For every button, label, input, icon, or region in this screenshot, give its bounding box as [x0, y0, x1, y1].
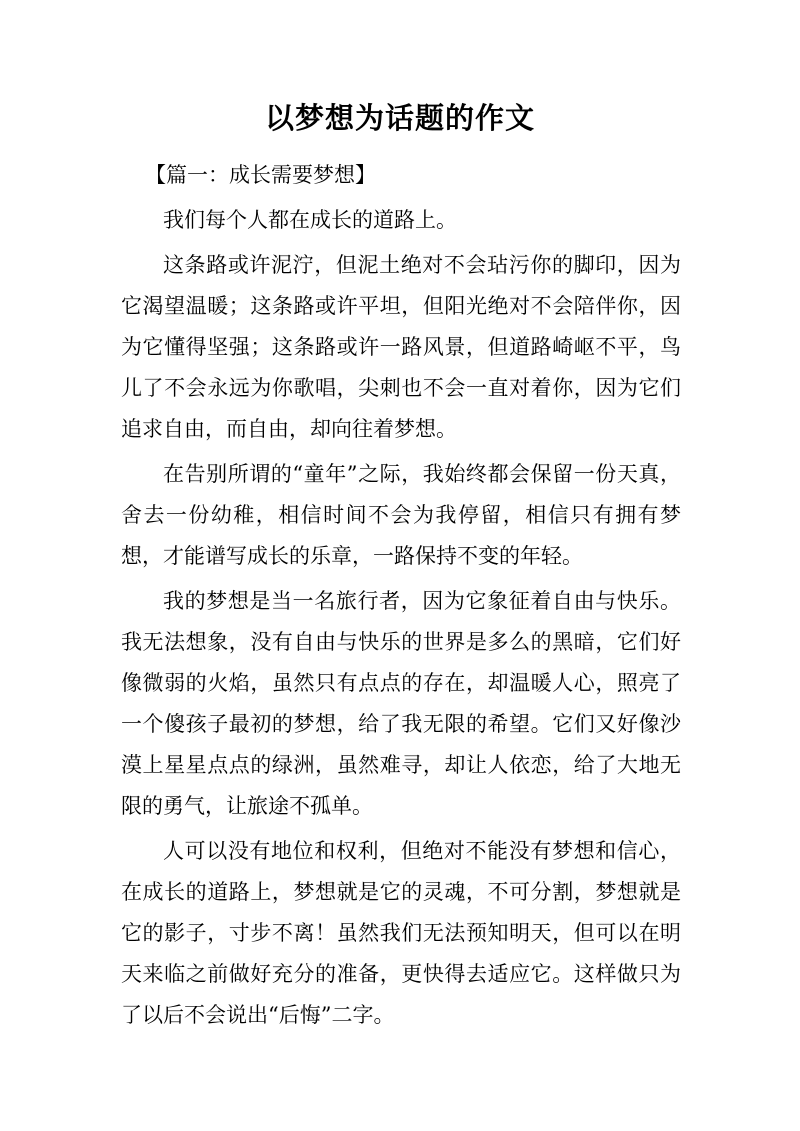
paragraph-4: 我的梦想是当一名旅行者，因为它象征着自由与快乐。我无法想象，没有自由与快乐的世界是多么的黑暗，它们好像微弱的火焰，虽然只有点点的存在，却温暖人心，照亮了一个傻孩子最初的梦想，给了我无限的希望。它们又好像沙漠上星星点点的绿洲，虽然难寻，却让人依恋，给了大地无限的勇气，让旅途不孤单。 — [121, 589, 681, 818]
document-body — [121, 155, 681, 1036]
paragraph-2: 这条路或许泥泞，但泥土绝对不会玷污你的脚印，因为它渴望温暖；这条路或许平坦，但阳光绝对不会陪伴你，因为它懂得坚强；这条路或许一路风景，但道路崎岖不平，鸟儿了不会永远为你歌唱，尖刺也不会一直对着你，因为它们追求自由，而自由，却向往着梦想。 — [121, 253, 681, 441]
paragraph-3: 在告别所谓的“童年”之际，我始终都会保留一份天真，舍去一份幼稚，相信时间不会为我停留，相信只有拥有梦想，才能谱写成长的乐章，一路保持不变的年轻。 — [121, 462, 681, 568]
paragraph-5: 人可以没有地位和权利，但绝对不能没有梦想和信心，在成长的道路上，梦想就是它的灵魂，不可分割，梦想就是它的影子，寸步不离！虽然我们无法预知明天，但可以在明天来临之前做好充分的准备，更快得去适应它。这样做只为了以后不会说出“后悔”二字。 — [121, 839, 681, 1027]
section-heading: 【篇一：成长需要梦想】 — [145, 163, 376, 187]
paragraph-1: 我们每个人都在成长的道路上。 — [163, 208, 457, 232]
document-title: 以梦想为话题的作文 — [264, 101, 535, 135]
